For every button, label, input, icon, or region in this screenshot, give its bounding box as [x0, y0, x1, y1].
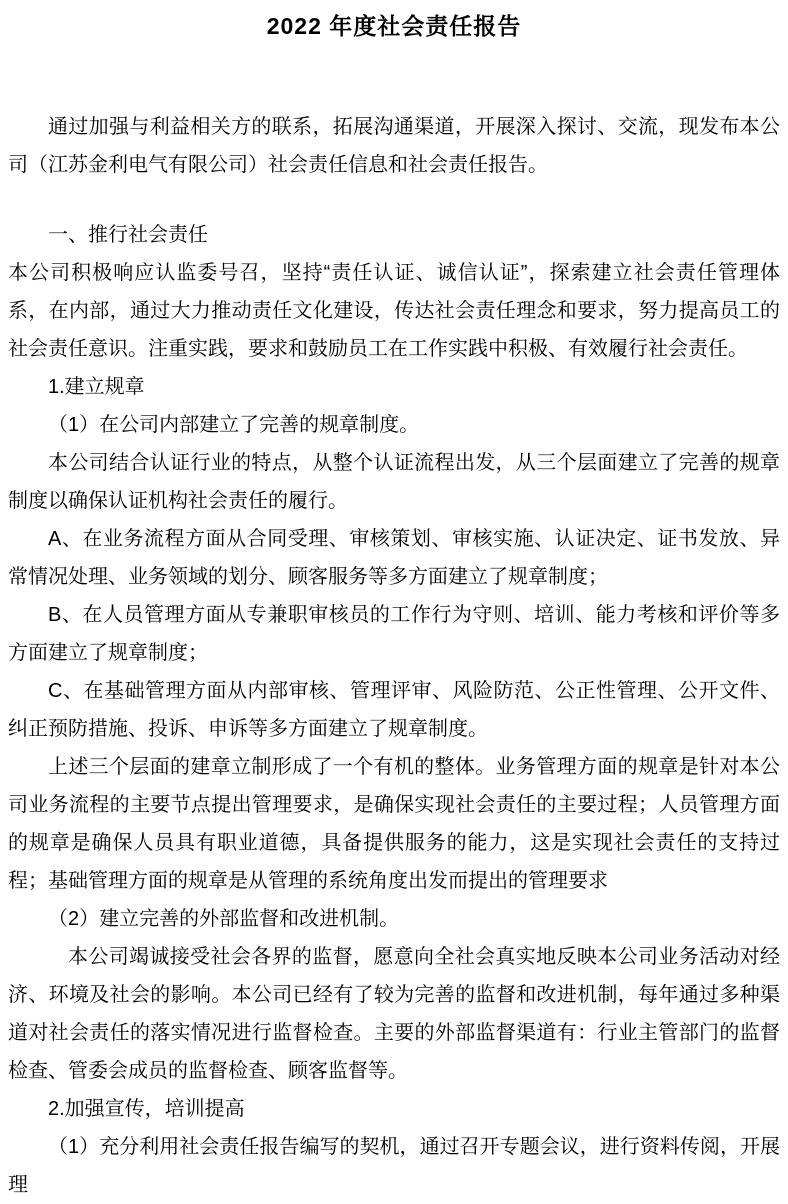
- section-1-heading: 一、推行社会责任: [48, 224, 208, 246]
- report-title: 2022 年度社会责任报告: [266, 13, 522, 39]
- report-page: [0, 10, 788, 1196]
- item-1-sub-2-body-paragraph: 本公司竭诚接受社会各界的监督，愿意向全社会真实地反映本公司业务活动对经济、环境及社会的影响。本公司已经有了较为完善的监督和改进机制，每年通过多种渠道对社会责任的落实情况进行监督检查。主要的外部监督渠道有：行业主管部门的监督检查、管委会成员的监督检查、顾客监督等。: [8, 946, 780, 1082]
- item-2-sub-1-paragraph: （1）充分利用社会责任报告编写的契机，通过召开专题会议，进行资料传阅，开展理: [8, 1136, 780, 1196]
- intro-paragraph: 通过加强与利益相关方的联系，拓展沟通渠道，开展深入探讨、交流，现发布本公司（江苏金利电气有限公司）社会责任信息和社会责任报告。: [8, 116, 780, 176]
- item-1-sub-2-heading: （2）建立完善的外部监督和改进机制。: [48, 908, 400, 930]
- item-1-heading: 1.建立规章: [48, 376, 145, 398]
- item-1-summary-paragraph: 上述三个层面的建章立制形成了一个有机的整体。业务管理方面的规章是针对本公司业务流程的主要节点提出管理要求，是确保实现社会责任的主要过程；人员管理方面的规章是确保人员具有职业道德，具备提供服务的能力，这是实现社会责任的支持过程；基础管理方面的规章是从管理的系统角度出发而提出的管理要求: [8, 756, 780, 892]
- section-1-body-paragraph: 本公司积极响应认监委号召，坚持“责任认证、诚信认证”，探索建立社会责任管理体系，在内部，通过大力推动责任文化建设，传达社会责任理念和要求，努力提高员工的社会责任意识。注重实践，要求和鼓励员工在工作实践中积极、有效履行社会责任。: [8, 262, 780, 360]
- item-1-sub-1-body-paragraph: 本公司结合认证行业的特点，从整个认证流程出发，从三个层面建立了完善的规章制度以确保认证机构社会责任的履行。: [8, 452, 780, 512]
- report-content: [0, 10, 788, 1204]
- list-item-b-paragraph: B、在人员管理方面从专兼职审核员的工作行为守则、培训、能力考核和评价等多方面建立了规章制度；: [8, 604, 780, 664]
- list-item-c-paragraph: C、在基础管理方面从内部审核、管理评审、风险防范、公正性管理、公开文件、纠正预防措施、投诉、申诉等多方面建立了规章制度。: [8, 680, 780, 740]
- item-2-heading: 2.加强宣传，培训提高: [48, 1098, 245, 1120]
- item-1-sub-1-heading: （1）在公司内部建立了完善的规章制度。: [48, 414, 420, 436]
- list-item-a-paragraph: A、在业务流程方面从合同受理、审核策划、审核实施、认证决定、证书发放、异常情况处理、业务领域的划分、顾客服务等多方面建立了规章制度；: [8, 528, 780, 588]
